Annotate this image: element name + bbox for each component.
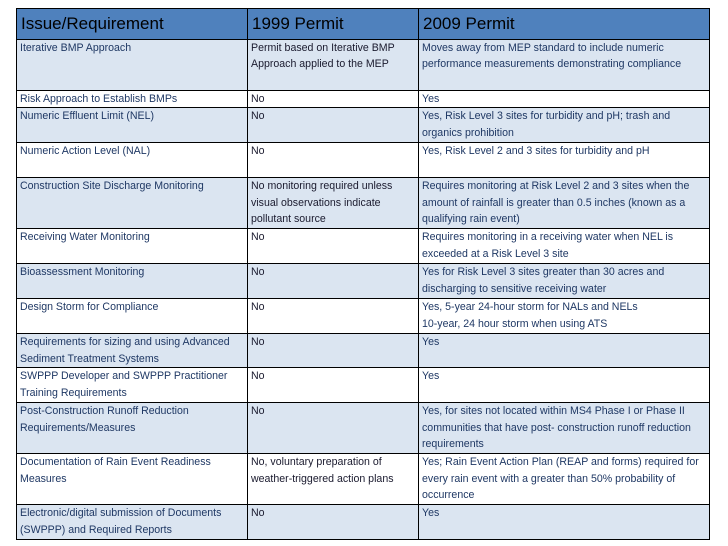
permit-1999-cell: No <box>248 403 419 454</box>
permit-2009-cell: Moves away from MEP standard to include numeric performance measurements demonstrating compliance <box>419 40 710 91</box>
table-body <box>17 40 710 540</box>
permit-2009-cell: Yes for Risk Level 3 sites greater than 30 acres and discharging to sensitive receiving water <box>419 264 710 299</box>
permit-2009-cell: Yes, Risk Level 3 sites for turbidity and pH; trash and organics prohibition <box>419 108 710 143</box>
table-row <box>17 91 710 108</box>
table-row <box>17 454 710 505</box>
table-row <box>17 334 710 368</box>
permit-2009-cell: Yes, for sites not located within MS4 Phase I or Phase II communities that have post- construction runoff reduction requirements <box>419 403 710 454</box>
issue-cell: Post-Construction Runoff Reduction Requirements/Measures <box>17 403 248 454</box>
issue-cell: SWPPP Developer and SWPPP Practitioner Training Requirements <box>17 368 248 403</box>
permit-1999-cell: No <box>248 143 419 178</box>
table-row <box>17 299 710 334</box>
table-row <box>17 143 710 178</box>
permit-2009-cell: Yes <box>419 368 710 403</box>
permit-2009-cell: Requires monitoring at Risk Level 2 and 3 sites when the amount of rainfall is greater than 0.5 inches (known as a qualifying rain event) <box>419 178 710 229</box>
permit-2009-cell: Yes <box>419 91 710 108</box>
issue-cell: Risk Approach to Establish BMPs <box>17 91 248 108</box>
table-header-row <box>17 9 710 40</box>
permit-1999-cell: No <box>248 91 419 108</box>
permit-1999-cell: No <box>248 334 419 368</box>
table-row <box>17 403 710 454</box>
table-row <box>17 178 710 229</box>
permit-1999-cell: Permit based on Iterative BMP Approach applied to the MEP <box>248 40 419 91</box>
permit-2009-cell: Yes <box>419 505 710 540</box>
table-row <box>17 40 710 91</box>
issue-cell: Requirements for sizing and using Advanced Sediment Treatment Systems <box>17 334 248 368</box>
permit-2009-cell: Yes, Risk Level 2 and 3 sites for turbidity and pH <box>419 143 710 178</box>
permit-2009-cell: Yes, 5-year 24-hour storm for NALs and NELs 10-year, 24 hour storm when using ATS <box>419 299 710 334</box>
issue-cell: Numeric Effluent Limit (NEL) <box>17 108 248 143</box>
table-row <box>17 229 710 264</box>
issue-cell: Receiving Water Monitoring <box>17 229 248 264</box>
table-row <box>17 505 710 540</box>
issue-cell: Iterative BMP Approach <box>17 40 248 91</box>
permit-1999-cell: No <box>248 108 419 143</box>
permit-1999-cell: No <box>248 299 419 334</box>
permit-1999-cell: No monitoring required unless visual observations indicate pollutant source <box>248 178 419 229</box>
header-1999-permit: 1999 Permit <box>248 9 419 40</box>
permit-2009-cell: Yes; Rain Event Action Plan (REAP and forms) required for every rain event with a greater than 50% probability of occurrence <box>419 454 710 505</box>
permit-1999-cell: No, voluntary preparation of weather-triggered action plans <box>248 454 419 505</box>
issue-cell: Design Storm for Compliance <box>17 299 248 334</box>
permit-1999-cell: No <box>248 229 419 264</box>
permit-2009-cell: Yes <box>419 334 710 368</box>
issue-cell: Electronic/digital submission of Documents (SWPPP) and Required Reports <box>17 505 248 540</box>
header-issue-requirement: Issue/Requirement <box>17 9 248 40</box>
header-2009-permit: 2009 Permit <box>419 9 710 40</box>
table-row <box>17 264 710 299</box>
permit-comparison-table-container <box>16 8 709 540</box>
permit-1999-cell: No <box>248 505 419 540</box>
permit-1999-cell: No <box>248 368 419 403</box>
table-row <box>17 368 710 403</box>
issue-cell: Documentation of Rain Event Readiness Measures <box>17 454 248 505</box>
issue-cell: Bioassessment Monitoring <box>17 264 248 299</box>
permit-1999-cell: No <box>248 264 419 299</box>
permit-comparison-table <box>16 8 710 540</box>
table-row <box>17 108 710 143</box>
permit-2009-cell: Requires monitoring in a receiving water when NEL is exceeded at a Risk Level 3 site <box>419 229 710 264</box>
issue-cell: Construction Site Discharge Monitoring <box>17 178 248 229</box>
issue-cell: Numeric Action Level (NAL) <box>17 143 248 178</box>
